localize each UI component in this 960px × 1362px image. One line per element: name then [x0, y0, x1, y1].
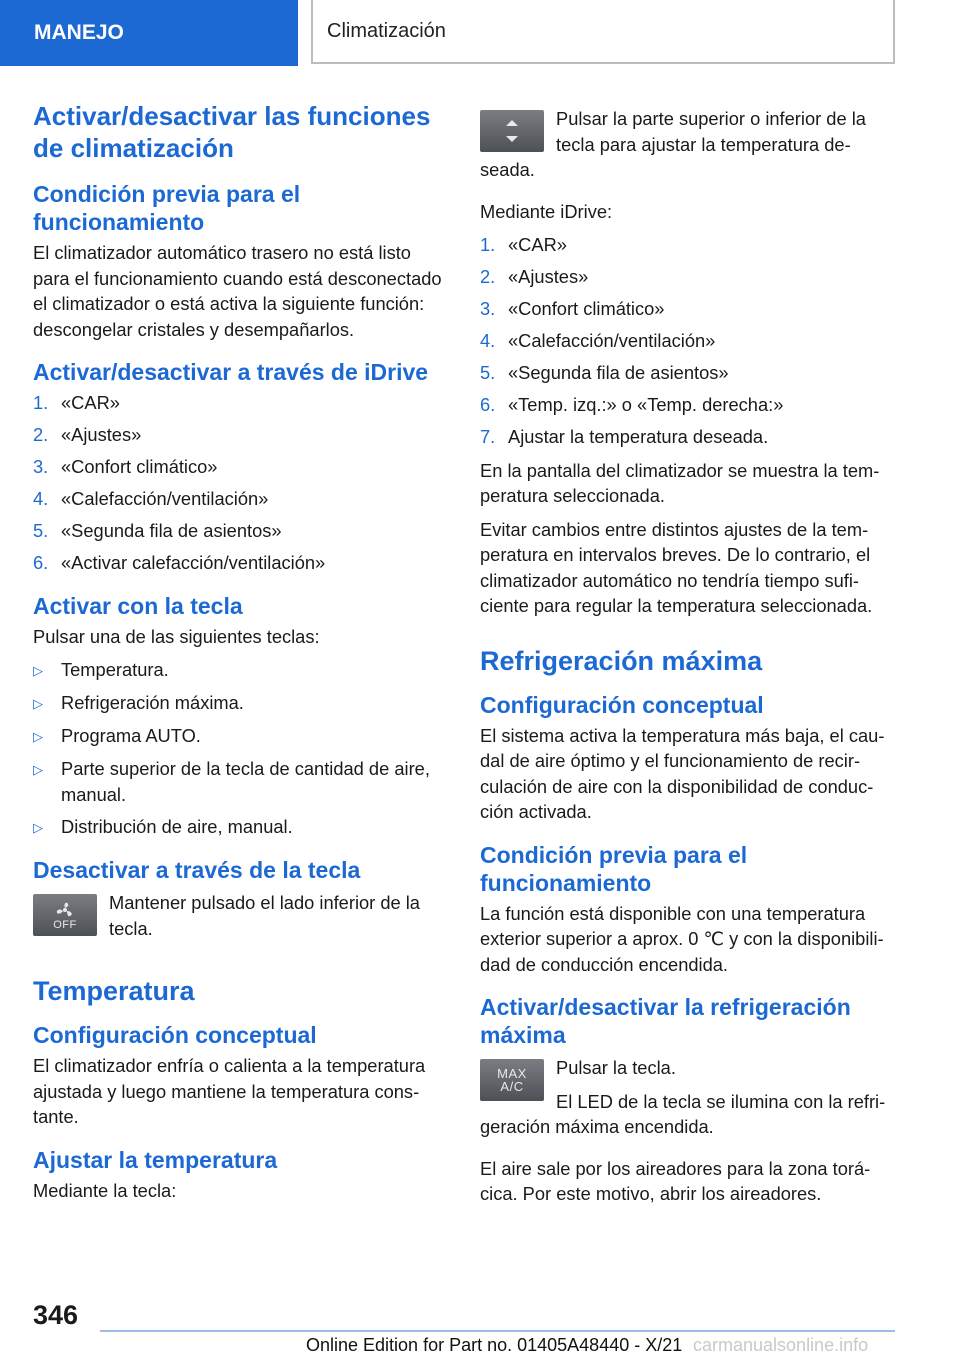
temp-key-block — [480, 106, 896, 191]
off-label: OFF — [53, 918, 77, 931]
list-item: ▷ Programa AUTO. — [33, 723, 449, 750]
concept-temp-text: El climatizador enfría o calienta a la temperatura ajustada y luego mantiene la temperatura constante. — [33, 1055, 426, 1127]
idrive-steps — [33, 390, 449, 576]
list-item: 4. «Calefacción/ventilación» — [480, 330, 716, 351]
air-outlet-text: El aire sale por los aireadores para la zona torácica. Por este motivo, abrir los aireadores. — [480, 1157, 871, 1204]
bullet-triangle-icon: ▷ — [33, 663, 43, 678]
heading-adjust-temp: Ajustar la temperatura — [33, 1146, 278, 1173]
list-item: ▷ Parte superior de la tecla de cantidad de aire, manual. — [33, 756, 449, 807]
precondition-max-text: La función está disponible con una temperatura exterior superior a aprox. 0 ℃ y con la disponibilidad de conducción encendida. — [480, 902, 884, 975]
list-item: 2. «Ajustes» — [480, 266, 589, 287]
heading-precondition: Condición previa para el funcionamiento — [33, 181, 301, 235]
deactivate-key-text: Mantener pulsado el lado inferior de la tecla. — [109, 892, 420, 939]
section-tab: MANEJO — [0, 0, 298, 66]
list-item: 1. «CAR» — [33, 392, 120, 413]
edition-text: Online Edition for Part no. 01405A48440 - X/21 — [306, 1335, 683, 1355]
list-item: 3. «Confort climático» — [480, 298, 665, 319]
heading-toggle-max: Activar/desactivar la refrigeración máxima — [480, 994, 851, 1048]
watermark: carmanualsonline.info — [693, 1335, 869, 1355]
right-column — [480, 100, 896, 1215]
heading-deactivate-key: Desactivar a través de la tecla — [33, 857, 361, 883]
list-item: 4. «Calefacción/ventilación» — [33, 488, 269, 509]
temp-idrive-steps — [480, 232, 896, 450]
page-header — [0, 0, 960, 66]
left-column — [33, 100, 449, 1211]
list-item: ▷ Refrigeración máxima. — [33, 690, 449, 717]
activate-key-intro: Pulsar una de las siguientes teclas: — [33, 625, 320, 647]
max-label: MAX — [497, 1066, 527, 1081]
precondition-text: El climatizador automático trasero no está listo para el funcionamiento cuando está desconectado el climatizador o está activa la siguiente función: descongelar cristales y desempañarlos. — [33, 242, 442, 340]
press-key-text: Pulsar la tecla. — [556, 1057, 676, 1078]
heading-temperature: Temperatura — [33, 976, 195, 1006]
temp-key-text: Pulsar la parte superior o inferior de la tecla para ajustar la temperatura deseada. — [480, 108, 866, 180]
fan-icon — [54, 900, 76, 920]
list-item: 5. «Segunda fila de asientos» — [33, 520, 282, 541]
adjust-temp-text: Mediante la tecla: — [33, 1179, 177, 1201]
list-item: 5. «Segunda fila de asientos» — [480, 362, 729, 383]
footer-divider — [100, 1330, 895, 1332]
heading-max-cooling: Refrigeración máxima — [480, 645, 763, 676]
chapter-title: Climatización — [311, 0, 895, 64]
deactivate-key-block — [33, 890, 449, 949]
bullet-triangle-icon: ▷ — [33, 729, 43, 744]
list-item: 6. «Activar calefacción/ventilación» — [33, 552, 326, 573]
list-item: ▷ Temperatura. — [33, 657, 449, 684]
list-item: 2. «Ajustes» — [33, 424, 142, 445]
up-down-arrows-icon — [502, 116, 522, 146]
avoid-changes-text: Evitar cambios entre distintos ajustes de la temperatura en intervalos breves. De lo contrario, el climatizador automático no tendría tiempo suficiente para regular la temperatura seleccionada. — [480, 518, 873, 616]
bullet-triangle-icon: ▷ — [33, 696, 43, 711]
heading-precondition-max: Condición previa para el funcionamiento — [480, 841, 748, 896]
bullet-triangle-icon: ▷ — [33, 762, 43, 777]
list-item: ▷ Distribución de aire, manual. — [33, 814, 449, 841]
ac-label: A/C — [500, 1079, 524, 1094]
heading-concept-temp: Configuración conceptual — [33, 1022, 317, 1048]
heading-activate-key: Activar con la tecla — [33, 592, 243, 619]
idrive-intro: Mediante iDrive: — [480, 200, 613, 222]
bullet-triangle-icon: ▷ — [33, 819, 43, 835]
heading-activate-functions: Activar/desactivar las funciones de climatización — [33, 101, 431, 163]
list-item: 7. Ajustar la temperatura deseada. — [480, 426, 769, 447]
key-bullets — [33, 657, 449, 840]
list-item: 1. «CAR» — [480, 234, 567, 255]
heading-idrive: Activar/desactivar a través de iDrive — [33, 359, 429, 385]
display-text: En la pantalla del climatizador se muestra la temperatura seleccionada. — [480, 459, 880, 506]
concept-max-text: El sistema activa la temperatura más baja, el caudal de aire óptimo y el funcionamiento de recirculación de aire con la disponibilidad de conducción activada. — [480, 724, 885, 822]
max-key-block — [480, 1055, 896, 1148]
heading-concept-max: Configuración conceptual — [480, 691, 764, 718]
list-item: 3. «Confort climático» — [33, 456, 218, 477]
led-text: El LED de la tecla se ilumina con la refrigeración máxima encendida. — [480, 1090, 886, 1137]
up-down-key-icon — [480, 110, 544, 152]
page-number: 346 — [33, 1300, 79, 1330]
list-item: 6. «Temp. izq.:» o «Temp. derecha:» — [480, 394, 784, 415]
fan-off-key-icon — [33, 894, 97, 936]
max-ac-key-icon — [480, 1059, 544, 1101]
